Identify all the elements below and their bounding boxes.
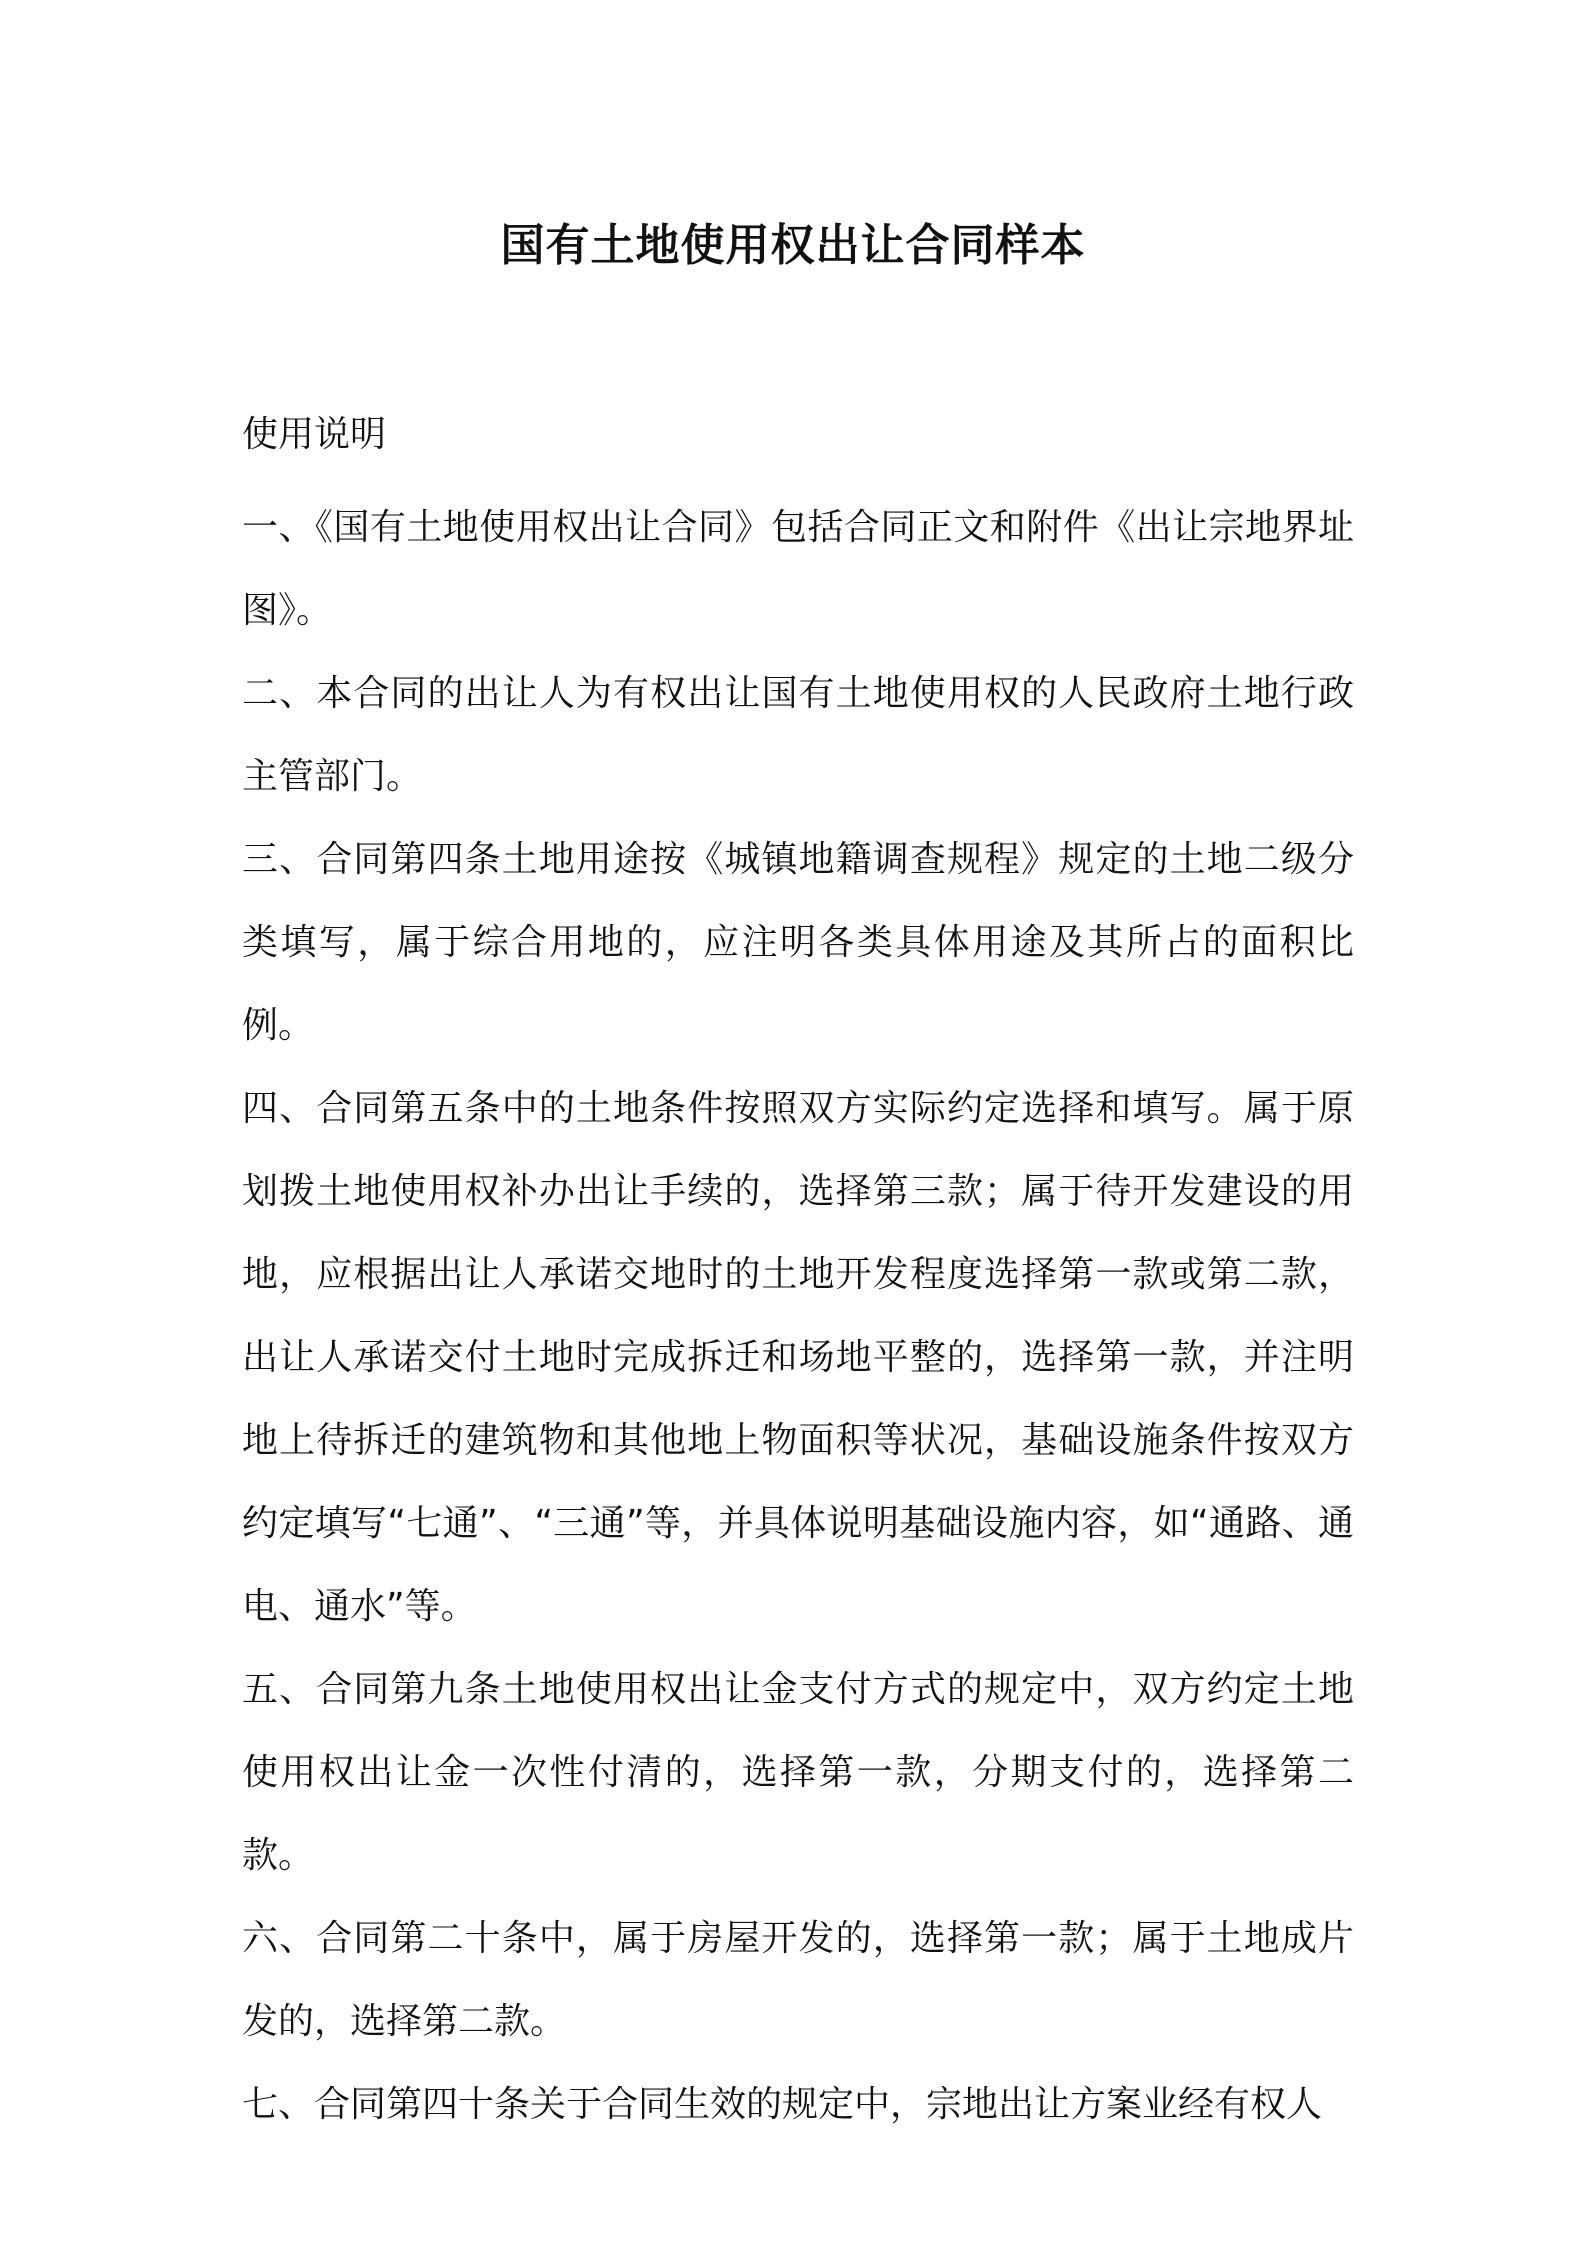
instruction-item-6: 六、合同第二十条中，属于房屋开发的，选择第一款；属于土地成片发的，选择第二款。 <box>242 1918 1354 2042</box>
instruction-item-2: 二、本合同的出让人为有权出让国有土地使用权的人民政府土地行政主管部门。 <box>242 673 1354 797</box>
instruction-list <box>242 486 1354 2146</box>
instruction-item-4: 四、合同第五条中的土地条件按照双方实际约定选择和填写。属于原划拨土地使用权补办出让手续的，选择第三款；属于待开发建设的用地，应根据出让人承诺交地时的土地开发程度选择第一款或第二款，出让人承诺交付土地时完成拆迁和场地平整的，选择第一款，并注明地上待拆迁的建筑物和其他地上物面积等状况，基础设施条件按双方约定填写“七通”、“三通”等，并具体说明基础设施内容，如“通路、通电、通水”等。 <box>242 1088 1354 1627</box>
instruction-item-3: 三、合同第四条土地用途按《城镇地籍调查规程》规定的土地二级分类填写，属于综合用地的，应注明各类具体用途及其所占的面积比例。 <box>242 839 1354 1046</box>
instruction-item-5: 五、合同第九条土地使用权出让金支付方式的规定中，双方约定土地使用权出让金一次性付清的，选择第一款，分期支付的，选择第二款。 <box>242 1669 1354 1876</box>
instruction-item-1: 一、《国有土地使用权出让合同》包括合同正文和附件《出让宗地界址图》。 <box>242 507 1354 631</box>
instruction-item-7: 七、合同第四十条关于合同生效的规定中，宗地出让方案业经有权人 <box>242 2084 1323 2125</box>
section-heading: 使用说明 <box>242 414 387 455</box>
document-title: 国有土地使用权出让合同样本 <box>500 220 1086 271</box>
